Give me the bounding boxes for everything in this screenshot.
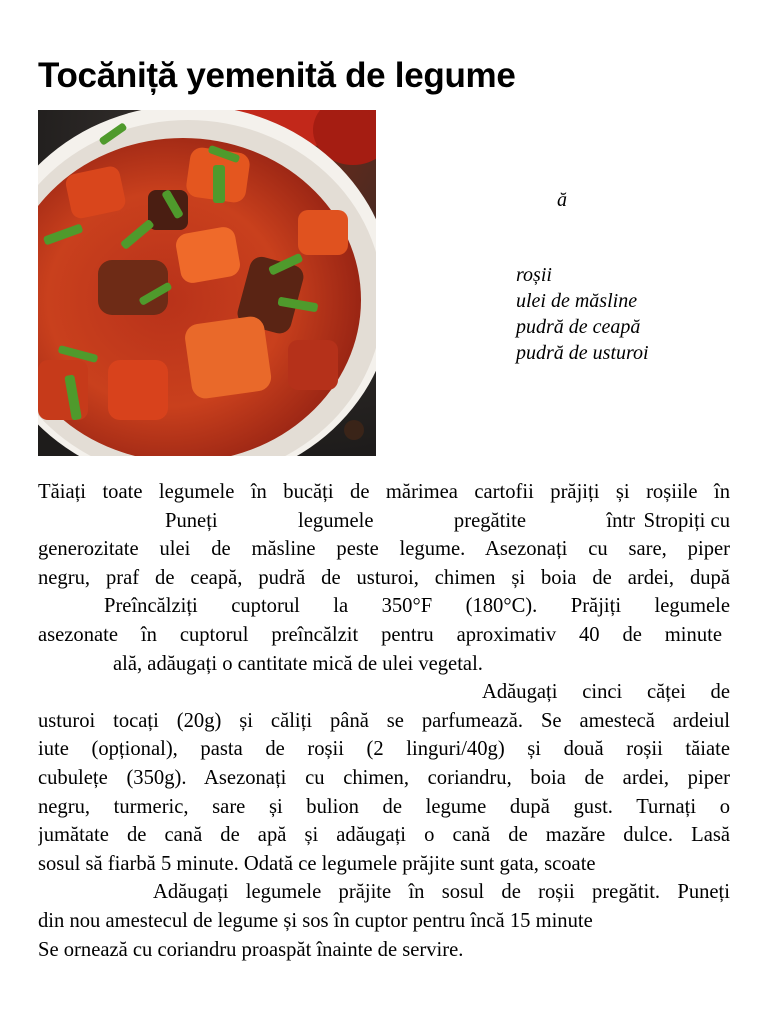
instruction-line: cubulețe (350g). Asezonați cu chimen, coriandru, boia de ardei, piper [38,766,730,789]
instruction-line: ală, adăugați o cantitate mică de ulei vegetal. [113,652,483,675]
instruction-line-group [38,507,730,536]
instruction-line: Adăugați legumele prăjite în sosul de roșii pregătit. Puneți [153,881,730,904]
instruction-line: Se ornează cu coriandru proaspăt înainte de servire. [38,938,464,961]
instruction-line [38,678,730,707]
instruction-line: negru, turmeric, sare și bulion de legume după gust. Turnați o [38,795,730,818]
ingredient-item: roșii [516,264,552,286]
instruction-line: Preîncălziți cuptorul la 350°F (180°C). Prăjiți legumele [104,595,730,618]
instruction-line-text: asezonate în cuptorul preîncălzit pentru aproximativ 40 de minute [38,623,722,646]
ingredient-list [516,262,649,366]
instruction-line: Puneți legumele pregătite într [165,509,635,532]
instruction-line: generozitate ulei de măsline peste legume. Asezonați cu sare, piper [38,538,730,561]
instruction-line: usturoi tocați (20g) și căliți până se parfumează. Se amestecă ardeiul [38,709,730,732]
instruction-line: negru, praf de ceapă, pudră de usturoi, chimen și boia de ardei, după [38,566,730,589]
instruction-line: Tăiați toate legumele în bucăți de mărimea cartofii prăjiți și roșiile în [38,481,730,503]
instruction-line: sosul să fiarbă 5 minute. Odată ce legumele prăjite sunt gata, scoate [38,852,596,875]
ingredient-fragment: ă [557,189,567,211]
instruction-line: jumătate de cană de apă și adăugați o cană de mazăre dulce. Lasă [38,824,730,847]
instruction-line: iute (opțional), pasta de roșii (2 linguri/40g) și două roșii tăiate [38,738,730,761]
stew-bowl-photo [38,110,376,456]
ingredient-item: pudră de ceapă [516,316,641,338]
ingredient-item: ulei de măsline [516,290,638,312]
instruction-line [38,621,722,650]
recipe-title: Tocăniță yemenită de legume [38,56,516,95]
instructions-text [38,478,730,964]
instruction-line-text: Adăugați cinci căței de [482,681,730,704]
instruction-line: Stropiți cu [643,509,730,532]
instruction-line: din nou amestecul de legume și sos în cuptor pentru încă 15 minute [38,909,593,932]
ingredient-item: pudră de usturoi [516,342,649,364]
